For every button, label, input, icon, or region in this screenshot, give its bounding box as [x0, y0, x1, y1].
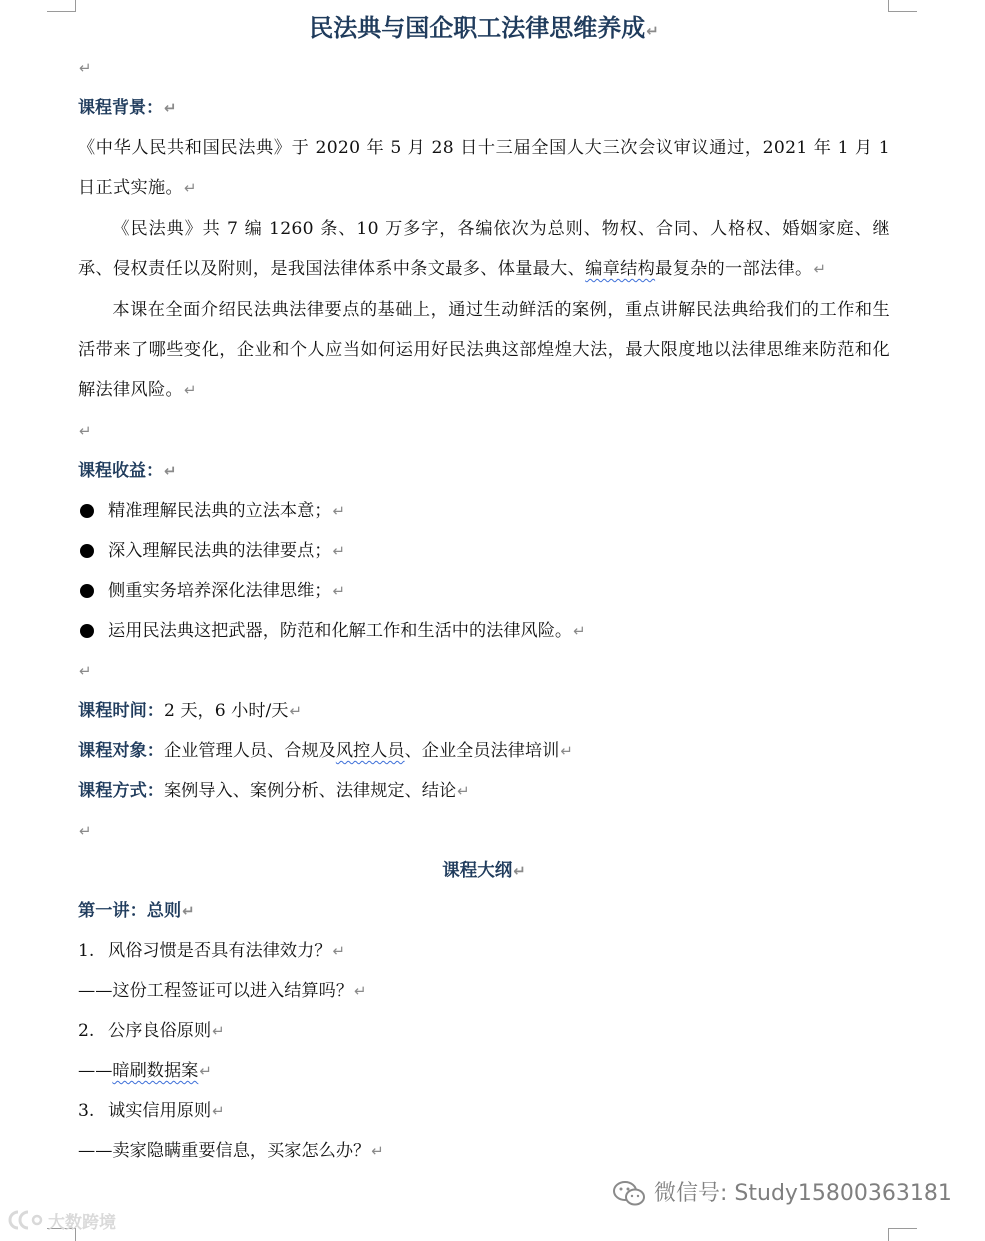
- empty-paragraph: ↵: [79, 421, 92, 440]
- outline-title: 课程大纲↵: [442, 860, 526, 881]
- outline-case: ——卖家隐瞒重要信息，买家怎么办？↵: [78, 1140, 384, 1161]
- site-logo-icon: [6, 1208, 44, 1232]
- list-item: 精准理解民法典的立法本意；↵: [78, 491, 890, 531]
- course-audience: 课程对象：企业管理人员、合规及风控人员、企业全员法律培训↵: [78, 740, 573, 761]
- section-heading-benefits: 课程收益：↵: [78, 460, 177, 481]
- outline-case: ——这份工程签证可以进入结算吗？↵: [78, 980, 367, 1001]
- bullet-icon: [80, 624, 94, 638]
- list-item: 运用民法典这把武器，防范和化解工作和生活中的法律风险。↵: [78, 611, 890, 651]
- bullet-icon: [80, 584, 94, 598]
- document-page: [78, 8, 890, 1171]
- empty-paragraph: ↵: [79, 661, 92, 680]
- lecture-heading: 第一讲：总则↵: [78, 900, 195, 921]
- document-title: 民法典与国企职工法律思维养成↵: [309, 13, 659, 42]
- section-heading-background: 课程背景：↵: [78, 98, 177, 118]
- outline-item: 1. 风俗习惯是否具有法律效力？↵: [78, 940, 346, 961]
- spellcheck-mark: 风控人员: [335, 740, 405, 761]
- course-method: 课程方式：案例导入、案例分析、法律规定、结论↵: [78, 780, 470, 801]
- margin-corner-top-left: [47, 0, 76, 12]
- bullet-icon: [80, 504, 94, 518]
- empty-paragraph: ↵: [79, 59, 92, 77]
- margin-corner-top-right: [888, 0, 917, 12]
- spellcheck-mark: 编章结构: [585, 259, 656, 280]
- empty-paragraph: ↵: [79, 821, 92, 840]
- bullet-icon: [80, 544, 94, 558]
- list-item: 深入理解民法典的法律要点；↵: [78, 531, 890, 571]
- margin-corner-bottom-right: [888, 1228, 917, 1241]
- outline-case: ——暗刷数据案↵: [78, 1060, 212, 1081]
- wechat-icon: [612, 1179, 648, 1209]
- background-paragraph-3: 本课在全面介绍民法典法律要点的基础上，通过生动鲜活的案例，重点讲解民法典给我们的工作和生活带来了哪些变化，企业和个人应当如何运用好民法典这部煌煌大法，最大限度地以法律思维来防范和化解法律风险。↵: [78, 299, 890, 401]
- list-item: 侧重实务培养深化法律思维；↵: [78, 571, 890, 611]
- course-time: 课程时间：2 天，6 小时/天↵: [78, 700, 303, 721]
- background-paragraph-2: 《民法典》共 7 编 1260 条、10 万多字，各编依次为总则、物权、合同、人格权、婚姻家庭、继承、侵权责任以及附则，是我国法律体系中条文最多、体量最大、编章结构最复杂的一部法律。↵: [78, 218, 890, 280]
- wechat-watermark: 微信号: Study15800363181: [612, 1176, 952, 1212]
- site-watermark: 大数跨境: [6, 1206, 116, 1234]
- outline-item: 3. 诚实信用原则↵: [78, 1100, 225, 1121]
- background-paragraph-1: 《中华人民共和国民法典》于 2020 年 5 月 28 日十三届全国人大三次会议审议通过，2021 年 1 月 1 日正式实施。↵: [78, 138, 890, 199]
- spellcheck-mark: 暗刷数据案: [112, 1060, 199, 1081]
- outline-item: 2. 公序良俗原则↵: [78, 1020, 225, 1041]
- benefits-list: [78, 491, 890, 651]
